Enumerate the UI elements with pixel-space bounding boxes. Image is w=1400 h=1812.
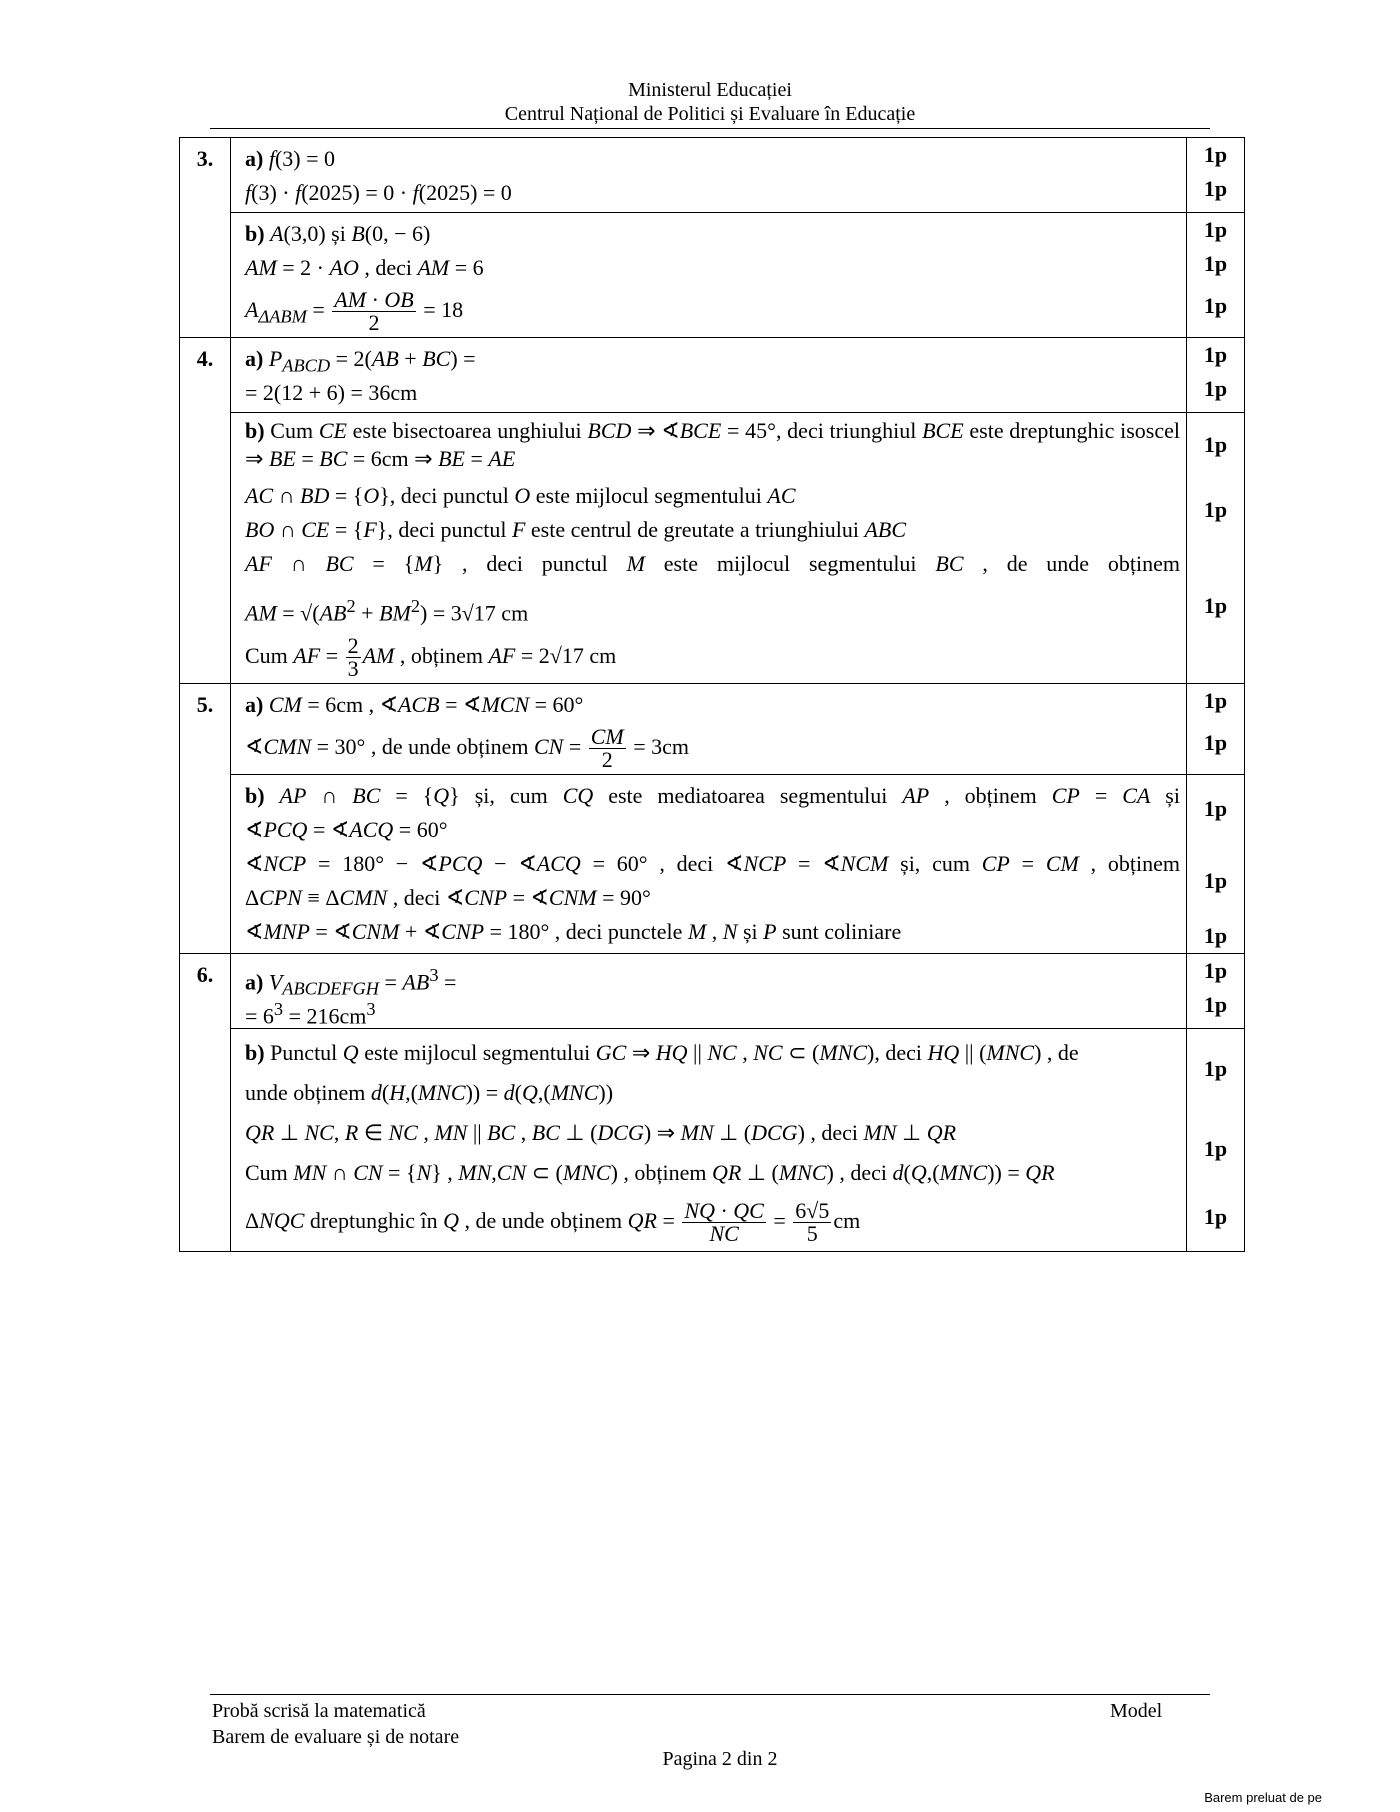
points-label: 1p — [1203, 992, 1228, 1017]
solution-line: f(3) · f(2025) = 0 · f(2025) = 0 — [245, 180, 512, 205]
solution-line: ∢PCQ = ∢ACQ = 60° — [245, 817, 448, 842]
solution-line: ΔNQC dreptunghic în Q , de unde obținem QR = $\frac{NQ \cdot QC}{NC}$ = $\frac{6√5}{5}$ cm — [245, 1198, 861, 1247]
ministry-name: Ministerul Educației — [628, 79, 792, 101]
solution-line: a) $P_{ABCD} = 2(AB + BC)$ = — [245, 346, 476, 376]
problem-6-part-b — [180, 1029, 1245, 1252]
solution-line: unde obținem d(H,(MNC)) = d(Q,(MNC)) — [245, 1080, 614, 1105]
solution-line: Cum MN ∩ CN = {N} , MN,CN ⊂ (MNC) , obținem QR ⊥ (MNC) , deci d(Q,(MNC)) = QR — [245, 1160, 1055, 1185]
solution-line: ΔCPN ≡ ΔCMN , deci ∢CNP = ∢CNM = 90° — [245, 885, 651, 910]
points-cell — [1187, 954, 1245, 1029]
solution-line: b) AP ∩ BC = {Q} și, cum CQ este mediatoarea segmentului AP , obținem CP = CA și — [245, 783, 1180, 808]
points-cell — [1187, 684, 1245, 775]
points-label: 1p — [1203, 730, 1228, 755]
points-label: 1p — [1203, 376, 1228, 401]
points-cell — [1187, 213, 1245, 338]
page-header — [210, 78, 1210, 126]
solution-line: AC ∩ BD = {O}, deci punctul O este mijlocul segmentului AC — [245, 483, 796, 508]
problem-number: 5. — [180, 684, 231, 954]
grading-table — [179, 137, 1245, 1252]
points-label: 1p — [1203, 958, 1228, 983]
solution-line: ∢NCP = 180° − ∢PCQ − ∢ACQ = 60° , deci ∢NCP = ∢NCM și, cum CP = CM , obținem — [245, 851, 1180, 876]
problem-3-part-b — [180, 213, 1245, 338]
points-label: 1p — [1203, 251, 1228, 276]
points-label: 1p — [1203, 1056, 1228, 1081]
points-label: 1p — [1203, 868, 1228, 893]
problem-number: 4. — [180, 338, 231, 684]
footer-left — [212, 1698, 459, 1750]
problem-number: 3. — [180, 138, 231, 338]
points-label: 1p — [1203, 688, 1228, 713]
solution-cell — [231, 954, 1187, 1029]
solution-cell — [231, 138, 1187, 213]
solution-line: a) f(3) = 0 — [245, 146, 336, 171]
fraction: $\frac{6√5}{5}$ — [795, 1198, 830, 1247]
subject-label: Probă scrisă la matematică — [212, 1700, 426, 1722]
points-label: 1p — [1203, 142, 1228, 167]
problem-4-part-b — [180, 413, 1245, 684]
model-label: Model — [1110, 1700, 1163, 1722]
solution-line: = 2(12 + 6) = 36cm — [245, 380, 418, 405]
solution-line: AM = $√(AB^2 + BM^2) = 3√17$ cm — [245, 596, 529, 626]
points-cell — [1187, 413, 1245, 684]
solution-line: ∢CMN = 30° , de unde obținem CN = $\frac{CM}{2}$ = 3cm — [245, 724, 690, 773]
solution-line: ∢MNP = ∢CNM + ∢CNP = 180° , deci punctele M , N și P sunt coliniare — [245, 919, 902, 944]
problem-5-part-b — [180, 775, 1245, 954]
points-label: 1p — [1203, 293, 1228, 318]
points-cell — [1187, 138, 1245, 213]
points-label: 1p — [1203, 176, 1228, 201]
footer-divider — [210, 1694, 1210, 1695]
problem-4-part-a — [180, 338, 1245, 413]
fraction: $\frac{CM}{2}$ — [590, 724, 624, 773]
center-name: Centrul Național de Politici și Evaluare în Educație — [504, 103, 916, 125]
barem-label: Barem de evaluare și de notare — [212, 1726, 460, 1748]
points-cell — [1187, 775, 1245, 954]
points-label: 1p — [1203, 1204, 1228, 1229]
credit-note: Barem preluat de pe — [1204, 1790, 1322, 1805]
problem-5-part-a — [180, 684, 1245, 775]
points-label: 1p — [1203, 593, 1228, 618]
points-label: 1p — [1203, 497, 1228, 522]
fraction: $\frac{AM \cdot OB}{2}$ — [334, 287, 414, 336]
points-label: 1p — [1203, 1136, 1228, 1161]
problem-number: 6. — [180, 954, 231, 1252]
header-divider — [210, 128, 1210, 129]
solution-cell — [231, 775, 1187, 954]
solution-cell — [231, 684, 1187, 775]
page-number: Pagina 2 din 2 — [662, 1748, 778, 1770]
solution-line: b) A(3,0) și B(0, − 6) — [245, 221, 431, 246]
solution-cell — [231, 413, 1187, 684]
solution-cell — [231, 213, 1187, 338]
solution-cell — [231, 338, 1187, 413]
points-label: 1p — [1203, 342, 1228, 367]
fraction: $\frac{2}{3}$ — [347, 633, 359, 682]
points-cell — [1187, 1029, 1245, 1252]
solution-line: Cum AF = $\frac{2}{3}$ AM , obținem AF = 2√17 cm — [245, 633, 617, 682]
solution-line: AM = 2 · AO , deci AM = 6 — [245, 255, 484, 280]
points-label: 1p — [1203, 796, 1228, 821]
solution-line: b) Punctul Q este mijlocul segmentului GC ⇒ HQ || NC , NC ⊂ (MNC), deci HQ || (MNC) , de — [245, 1040, 1079, 1065]
points-cell — [1187, 338, 1245, 413]
solution-line: a) $V_{ABCDEFGH} = AB^3$ = — [245, 965, 457, 999]
solution-line: = $6^3 = 216cm^3$ — [245, 999, 376, 1029]
problem-3-part-a — [180, 138, 1245, 213]
points-label: 1p — [1203, 217, 1228, 242]
solution-line: $A_{\Delta ABM}$ = $\frac{AM \cdot OB}{2}$ = 18 — [245, 287, 464, 336]
solution-line: b) Cum CE este bisectoarea unghiului BCD ⇒ ∢BCE = 45°, deci triunghiul BCE este dreptunghic isoscel ⇒ BE = BC = 6cm ⇒ BE = AE — [245, 418, 1181, 471]
solution-line: AF ∩ BC = {M} , deci punctul M este mijlocul segmentului BC , de unde obținem — [245, 551, 1181, 576]
points-label: 1p — [1203, 432, 1228, 457]
solution-line: a) CM = 6cm , ∢ACB = ∢MCN = 60° — [245, 692, 584, 717]
solution-line: BO ∩ CE = {F}, deci punctul F este centrul de greutate a triunghiului ABC — [245, 517, 907, 542]
problem-6-part-a — [180, 954, 1245, 1029]
solution-line: QR ⊥ NC, R ∈ NC , MN || BC , BC ⊥ (DCG) ⇒ MN ⊥ (DCG) , deci MN ⊥ QR — [245, 1120, 957, 1145]
points-label: 1p — [1203, 923, 1228, 948]
solution-cell — [231, 1029, 1187, 1252]
fraction: $\frac{NQ \cdot QC}{NC}$ — [684, 1198, 764, 1247]
